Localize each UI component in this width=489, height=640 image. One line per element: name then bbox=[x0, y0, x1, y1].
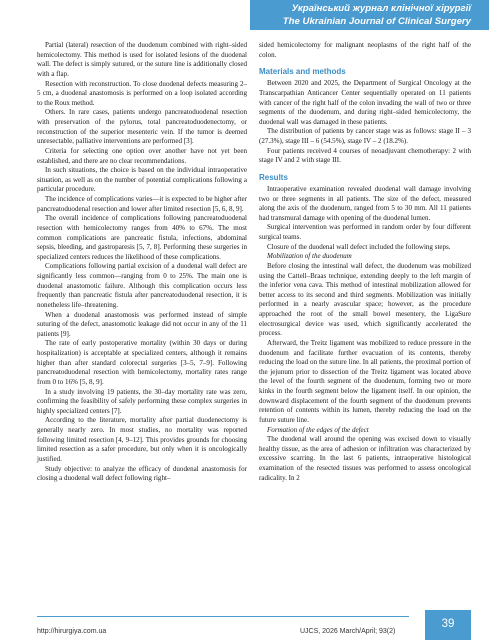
paragraph: Before closing the intestinal wall defect, the duodenum was mobilized using the Cattell–Braas technique, extending deeply to the left margin of the inferior vena cava. This method of intestinal mobilization allowed for better access to its second and third segments. Mobilization was initially performed in a nearly avascular space; however, as the procedure approached the root of the small bowel mesentery, the LigaSure electrosurgical device was used, which significantly accelerated the process. bbox=[259, 261, 471, 338]
journal-title-ukrainian: Український журнал клінічної хірургії bbox=[291, 3, 471, 14]
subheading-mobilization: Mobilization of the duodenum bbox=[267, 252, 352, 261]
paragraph: In a study involving 19 patients, the 30–day mortality rate was zero, confirming the feasibility of safely performing these complex surgeries in highly specialized centers [7]. bbox=[37, 387, 247, 415]
paragraph: Study objective: to analyze the efficacy of duodenal anastomosis for closing a duodenal wall defect following right– bbox=[37, 464, 247, 483]
paragraph: Others. In rare cases, patients undergo pancreatoduodenal resection with preservation of the pylorus, total pancreatoduodenectomy, or reconstruction of the superior mesenteric vein. If the tumor is deemed unresectable, palliative interventions are performed [3]. bbox=[37, 108, 247, 146]
footer-url: http://hirurgiya.com.ua bbox=[37, 628, 107, 635]
paragraph: Criteria for selecting one option over another have not yet been established, and there are no clear recommendations. bbox=[37, 146, 247, 165]
page-number: 39 bbox=[441, 618, 455, 630]
footer-divider bbox=[37, 616, 409, 617]
paragraph: Complications following partial excision of a duodenal wall defect are significantly less common—ranging from 0 to 25%. The main one is duodenal anastomotic failure. Although this complication occurs less frequently than pancreatic fistula after pancreatoduodenal resection, it is nonetheless life–threatening. bbox=[37, 262, 247, 309]
journal-title-english: The Ukrainian Journal of Clinical Surgery bbox=[282, 16, 471, 27]
paragraph: In such situations, the choice is based on the individual intraoperative situation, as well as on the number of potential complications following a particular procedure. bbox=[37, 166, 247, 194]
left-text-column bbox=[37, 41, 247, 484]
paragraph: According to the literature, mortality after partial duodenectomy is generally nearly zero. In most studies, no mortality was reported following limited resection [4, 9–12]. This provides grounds for choosing limited resection as a safer procedure, but only when it is oncologically justified. bbox=[37, 416, 247, 463]
paragraph: When a duodenal anastomosis was performed instead of simple suturing of the defect, anastomotic leakage did not occur in any of the 11 patients [9]. bbox=[37, 310, 247, 338]
paragraph: The distribution of patients by cancer stage was as follows: stage II – 3 (27.3%), stage III – 6 (54.5%), stage IV – 2 (18.2%). bbox=[259, 127, 471, 145]
paragraph: Resection with reconstruction. To close duodenal defects measuring 2–5 cm, a duodenal anastomosis is performed on a loop isolated according to the Roux method. bbox=[37, 79, 247, 107]
paragraph: Closure of the duodenal wall defect included the following steps. bbox=[267, 242, 451, 251]
paragraph: Afterward, the Treitz ligament was mobilized to reduce pressure in the duodenum and facilitate further evacuation of its contents, thereby reducing the load on the suture line. In all patients, the proximal portion of the jejunum prior to dissection of the Treitz ligament was located above the level of the fourth segment of the duodenum, forming two or more kinks in the fourth segment below the ligament itself. In our opinion, the downward displacement of the fourth segment of the duodenum prevents retention of contents within its lumen, thereby reducing the load on the future suture line. bbox=[259, 338, 471, 424]
section-heading-results: Results bbox=[259, 172, 288, 182]
paragraph: Surgical intervention was performed in random order by four different surgical teams. bbox=[259, 223, 471, 241]
right-text-column bbox=[259, 41, 471, 483]
section-heading-materials: Materials and methods bbox=[259, 67, 346, 77]
page-number-box bbox=[425, 610, 471, 640]
journal-header-band bbox=[250, 0, 489, 30]
paragraph: Four patients received 4 courses of neoadjuvant chemotherapy: 2 with stage IV and 2 with stage III. bbox=[259, 146, 471, 165]
subheading-formation: Formation of the edges of the defect bbox=[267, 425, 369, 434]
paragraph: The rate of early postoperative mortality (within 30 days or during hospitalization) is acceptable at specialized centers, although it remains higher than after standard colorectal surgeries [3–5, 7–9]. Following pancreatoduodenal resection with hemicolectomy, mortality rates range from 0 to 16% [5, 8, 9]. bbox=[37, 339, 247, 386]
paragraph: The duodenal wall around the opening was excised down to visually healthy tissue, as the area of adhesion or infiltration was characterized by excessive scarring. In the last 6 patients, intraoperative histological examination of the resected tissues was performed to assess oncological radicality. In 2 bbox=[259, 435, 471, 482]
paragraph: Between 2020 and 2025, the Department of Surgical Oncology at the Transcarpathian Anticancer Center sequentially operated on 11 patients with cancer of the right half of the colon invading the wall of two or three segments of the duodenum, and during right–sided hemicolectomy, the duodenal wall was damaged in these patients. bbox=[259, 79, 471, 126]
footer-citation: UJCS, 2026 March/April; 93(2) bbox=[300, 628, 396, 635]
paragraph: The incidence of complications varies—it is expected to be higher after pancreatoduodenal resection and lower after limited resection [5, 6, 8, 9]. bbox=[37, 195, 247, 213]
paragraph: The overall incidence of complications following pancreatoduodenal resection with hemicolectomy ranges from 40% to 67%. The most common complications are pancreatic fistula, infections, abdominal sepsis, bleeding, and gastroparesis [5, 7, 8]. Performing these surgeries in specialized centers reduces the likelihood of these complications. bbox=[37, 214, 247, 261]
paragraph: Partial (lateral) resection of the duodenum combined with right–sided hemicolectomy. This method is used for isolated lesions of the duodenal wall. The defect is simply sutured, or the suture line is additionally closed with a flap. bbox=[37, 41, 247, 78]
paragraph: sided hemicolectomy for malignant neoplasms of the right half of the colon. bbox=[259, 41, 471, 59]
paragraph: Intraoperative examination revealed duodenal wall damage involving two or three segments in all patients. The size of the defect, measured along the axis of the duodenum, ranged from 5 to 30 mm. All 11 patients had transmural damage with opening of the duodenal lumen. bbox=[259, 184, 471, 222]
